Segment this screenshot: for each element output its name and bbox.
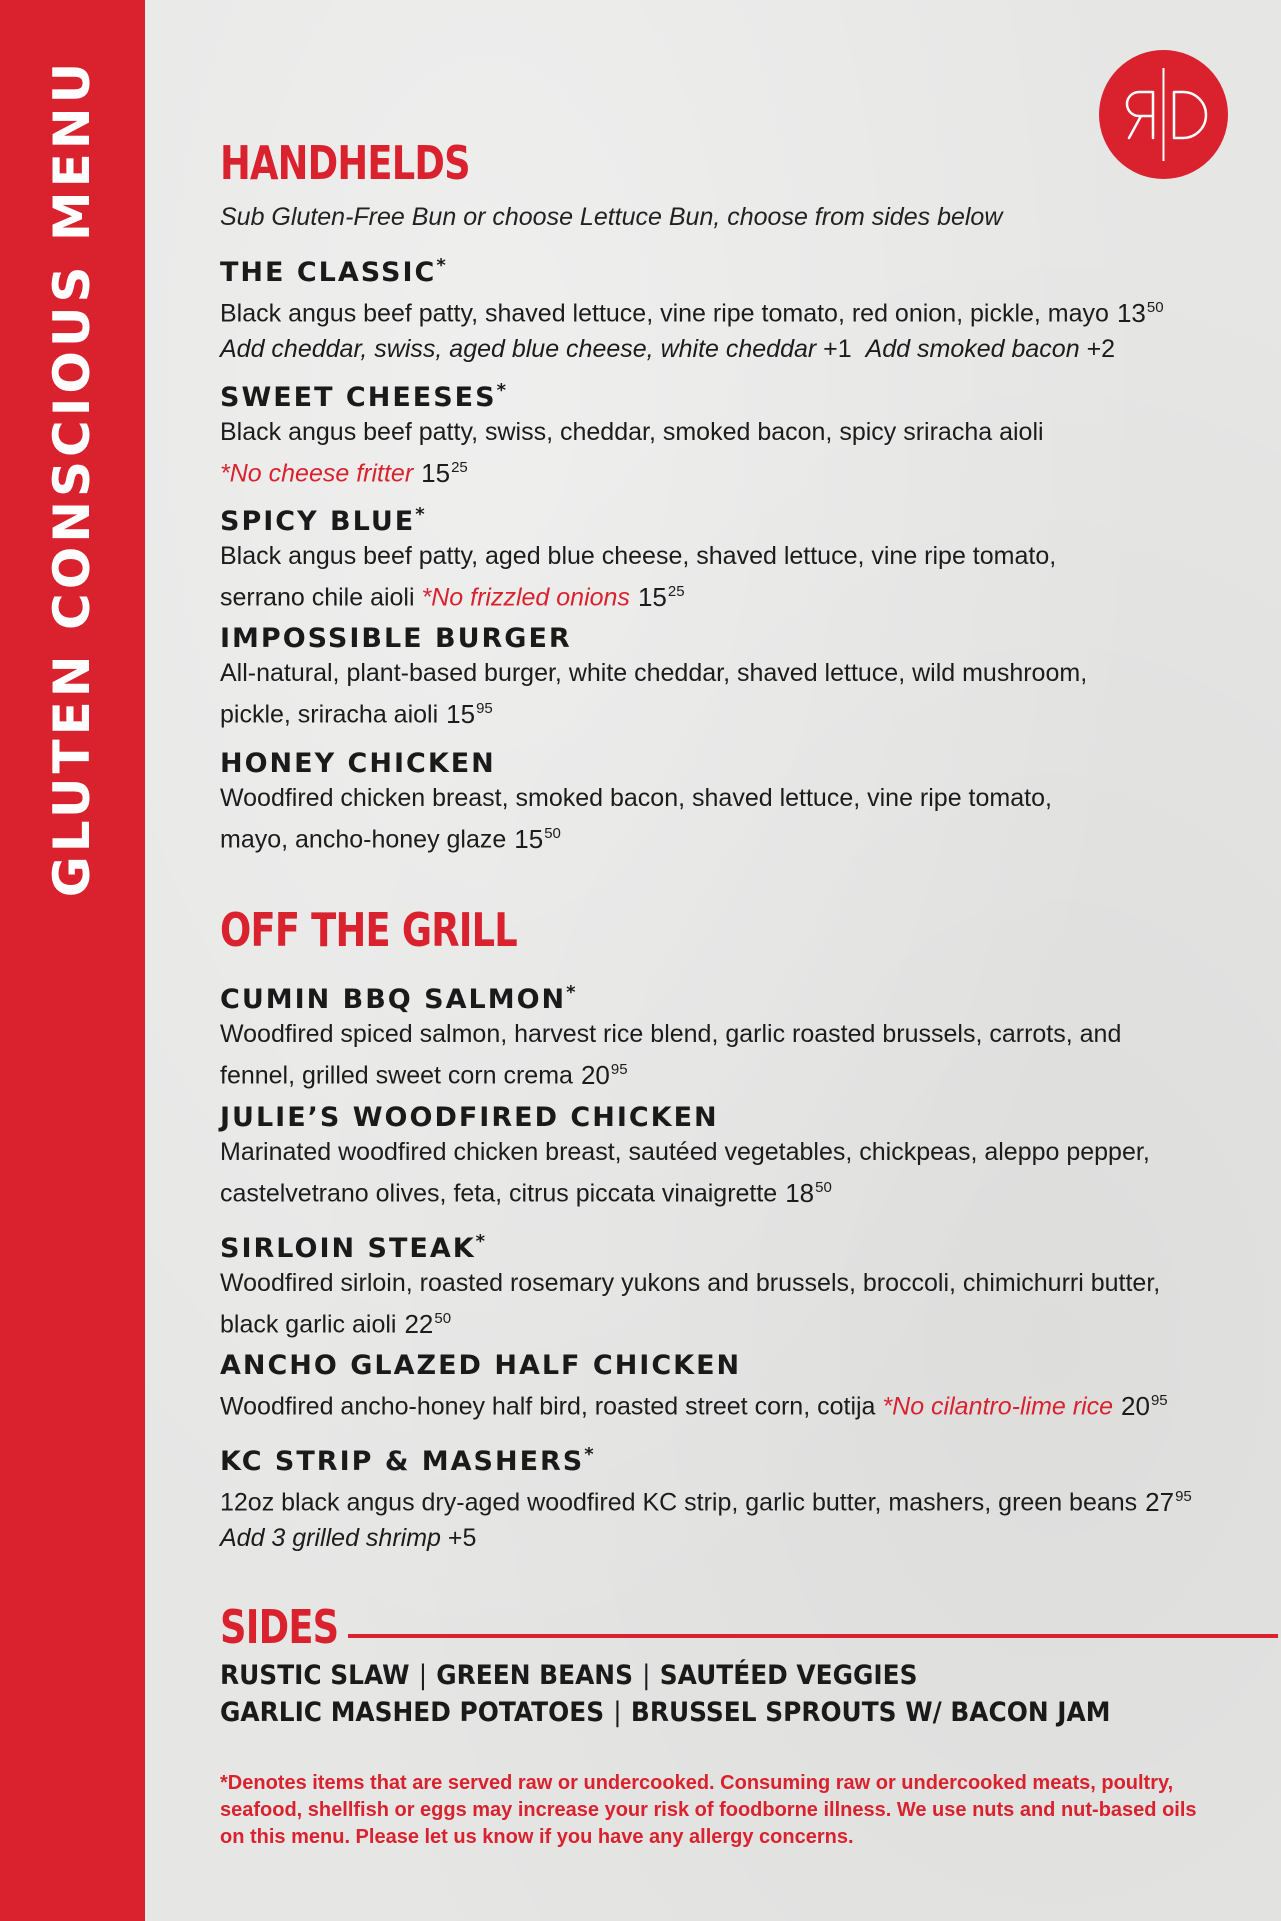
side-item: SAUTÉED VEGGIES xyxy=(659,1660,918,1691)
allergy-disclaimer: *Denotes items that are served raw or undercooked. Consuming raw or undercooked meats, poultry, seafood, shellfish or eggs may increase your risk of foodborne illness. We use nuts and nut-based oils on this menu. Please let us know if you have any allergy concerns. xyxy=(220,1772,1197,1848)
sides-divider xyxy=(348,1634,1278,1638)
addon-price: +5 xyxy=(447,1523,477,1552)
raw-star: * xyxy=(566,982,576,1003)
item-price: $20^{95}$ xyxy=(580,1059,628,1090)
item-desc: Woodfired spiced salmon, harvest rice blend, garlic roasted brussels, carrots, and xyxy=(220,1020,1122,1048)
item-price: $15^{25}$ xyxy=(637,581,685,612)
item-name: IMPOSSIBLE BURGER xyxy=(220,623,572,654)
item-name: KC STRIP & MASHERS xyxy=(220,1446,585,1477)
menu-item-spicy-blue xyxy=(220,498,1240,616)
item-desc: 12oz black angus dry-aged woodfired KC strip, garlic butter, mashers, green beans xyxy=(220,1488,1138,1517)
side-item: BRUSSEL SPROUTS W/ BACON JAM xyxy=(630,1697,1111,1728)
item-price: $27^{95}$ xyxy=(1145,1486,1192,1517)
section-title-sides: SIDES xyxy=(220,1600,339,1654)
raw-star: * xyxy=(475,1231,486,1252)
menu-title: GLUTEN CONSCIOUS MENU xyxy=(43,58,101,898)
item-name: ANCHO GLAZED HALF CHICKEN xyxy=(220,1350,742,1381)
item-exclusion: *No cheese fritter xyxy=(220,459,414,488)
item-desc: Black angus beef patty, swiss, cheddar, smoked bacon, spicy sriracha aioli xyxy=(220,418,1044,446)
item-price: $15^{25}$ xyxy=(421,457,468,488)
menu-item-sirloin-steak xyxy=(220,1225,1240,1343)
sides-row-2 xyxy=(220,1697,1110,1728)
raw-star: * xyxy=(496,380,506,401)
item-desc: serrano chile aioli xyxy=(220,583,415,612)
addon-text: Add cheddar, swiss, aged blue cheese, white cheddar xyxy=(220,334,817,363)
menu-item-sweet-cheeses xyxy=(220,374,1240,492)
item-price: $13^{50}$ xyxy=(1116,297,1164,328)
section-title-handhelds: HANDHELDS xyxy=(220,136,470,190)
item-name: JULIE’S WOODFIRED CHICKEN xyxy=(220,1102,719,1133)
raw-star: * xyxy=(584,1444,594,1465)
rd-logo-icon xyxy=(1099,50,1228,179)
item-name: HONEY CHICKEN xyxy=(220,748,496,779)
item-price: $22^{50}$ xyxy=(404,1308,452,1339)
sides-row-1 xyxy=(220,1660,918,1691)
item-exclusion: *No frizzled onions xyxy=(421,583,630,612)
item-desc: Marinated woodfired chicken breast, sautéed vegetables, chickpeas, aleppo pepper, xyxy=(220,1138,1150,1166)
menu-item-julies-woodfired-chicken xyxy=(220,1101,1240,1212)
item-desc: Woodfired chicken breast, smoked bacon, shaved lettuce, vine ripe tomato, xyxy=(220,784,1052,812)
item-desc: Woodfired sirloin, roasted rosemary yukons and brussels, broccoli, chimichurri butter, xyxy=(220,1269,1161,1297)
addon-price: +2 xyxy=(1086,334,1116,363)
item-desc: Woodfired ancho-honey half bird, roasted street corn, cotija xyxy=(220,1392,876,1421)
item-name: CUMIN BBQ SALMON xyxy=(220,984,567,1015)
separator: | xyxy=(613,1697,622,1728)
side-item: RUSTIC SLAW xyxy=(220,1660,410,1691)
item-desc: All-natural, plant-based burger, white cheddar, shaved lettuce, wild mushroom, xyxy=(220,659,1088,687)
item-desc: fennel, grilled sweet corn crema xyxy=(220,1061,573,1090)
side-item: GARLIC MASHED POTATOES xyxy=(220,1697,605,1728)
item-name: SWEET CHEESES xyxy=(220,382,497,413)
item-name: SPICY BLUE xyxy=(220,506,416,537)
sidebar-band xyxy=(0,0,145,1921)
item-desc: castelvetrano olives, feta, citrus piccata vinaigrette xyxy=(220,1179,778,1208)
item-exclusion: *No cilantro-lime rice xyxy=(882,1392,1114,1421)
item-name: SIRLOIN STEAK xyxy=(220,1233,476,1264)
item-desc: black garlic aioli xyxy=(220,1310,397,1339)
item-desc: mayo, ancho-honey glaze xyxy=(220,825,507,854)
menu-item-kc-strip-mashers xyxy=(220,1438,1240,1556)
section-title-off-the-grill: OFF THE GRILL xyxy=(220,903,517,957)
separator: | xyxy=(418,1660,428,1691)
addon-price: +1 xyxy=(823,334,852,363)
addon-text: Add 3 grilled shrimp xyxy=(220,1523,441,1552)
addon-text: Add smoked bacon xyxy=(865,334,1080,363)
menu-item-cumin-bbq-salmon xyxy=(220,976,1240,1094)
menu-item-honey-chicken xyxy=(220,747,1240,858)
raw-star: * xyxy=(415,504,425,525)
item-price: $15^{95}$ xyxy=(446,698,493,729)
item-desc: pickle, sriracha aioli xyxy=(220,700,439,729)
menu-item-the-classic xyxy=(220,249,1240,367)
item-desc: Black angus beef patty, shaved lettuce, vine ripe tomato, red onion, pickle, mayo xyxy=(220,299,1109,328)
separator: | xyxy=(642,1660,651,1691)
item-price: $18^{50}$ xyxy=(785,1177,832,1208)
item-desc: Black angus beef patty, aged blue cheese, shaved lettuce, vine ripe tomato, xyxy=(220,542,1057,570)
handhelds-note: Sub Gluten-Free Bun or choose Lettuce Bun, choose from sides below xyxy=(220,203,1003,231)
item-price: $15^{50}$ xyxy=(514,823,561,854)
menu-item-ancho-glazed-half-chicken xyxy=(220,1349,1240,1425)
raw-star: * xyxy=(436,255,446,276)
menu-item-impossible-burger xyxy=(220,622,1240,733)
side-item: GREEN BEANS xyxy=(436,1660,633,1691)
item-price: $20^{95}$ xyxy=(1121,1390,1168,1421)
item-name: THE CLASSIC xyxy=(220,257,437,288)
rd-logo xyxy=(1099,50,1228,179)
